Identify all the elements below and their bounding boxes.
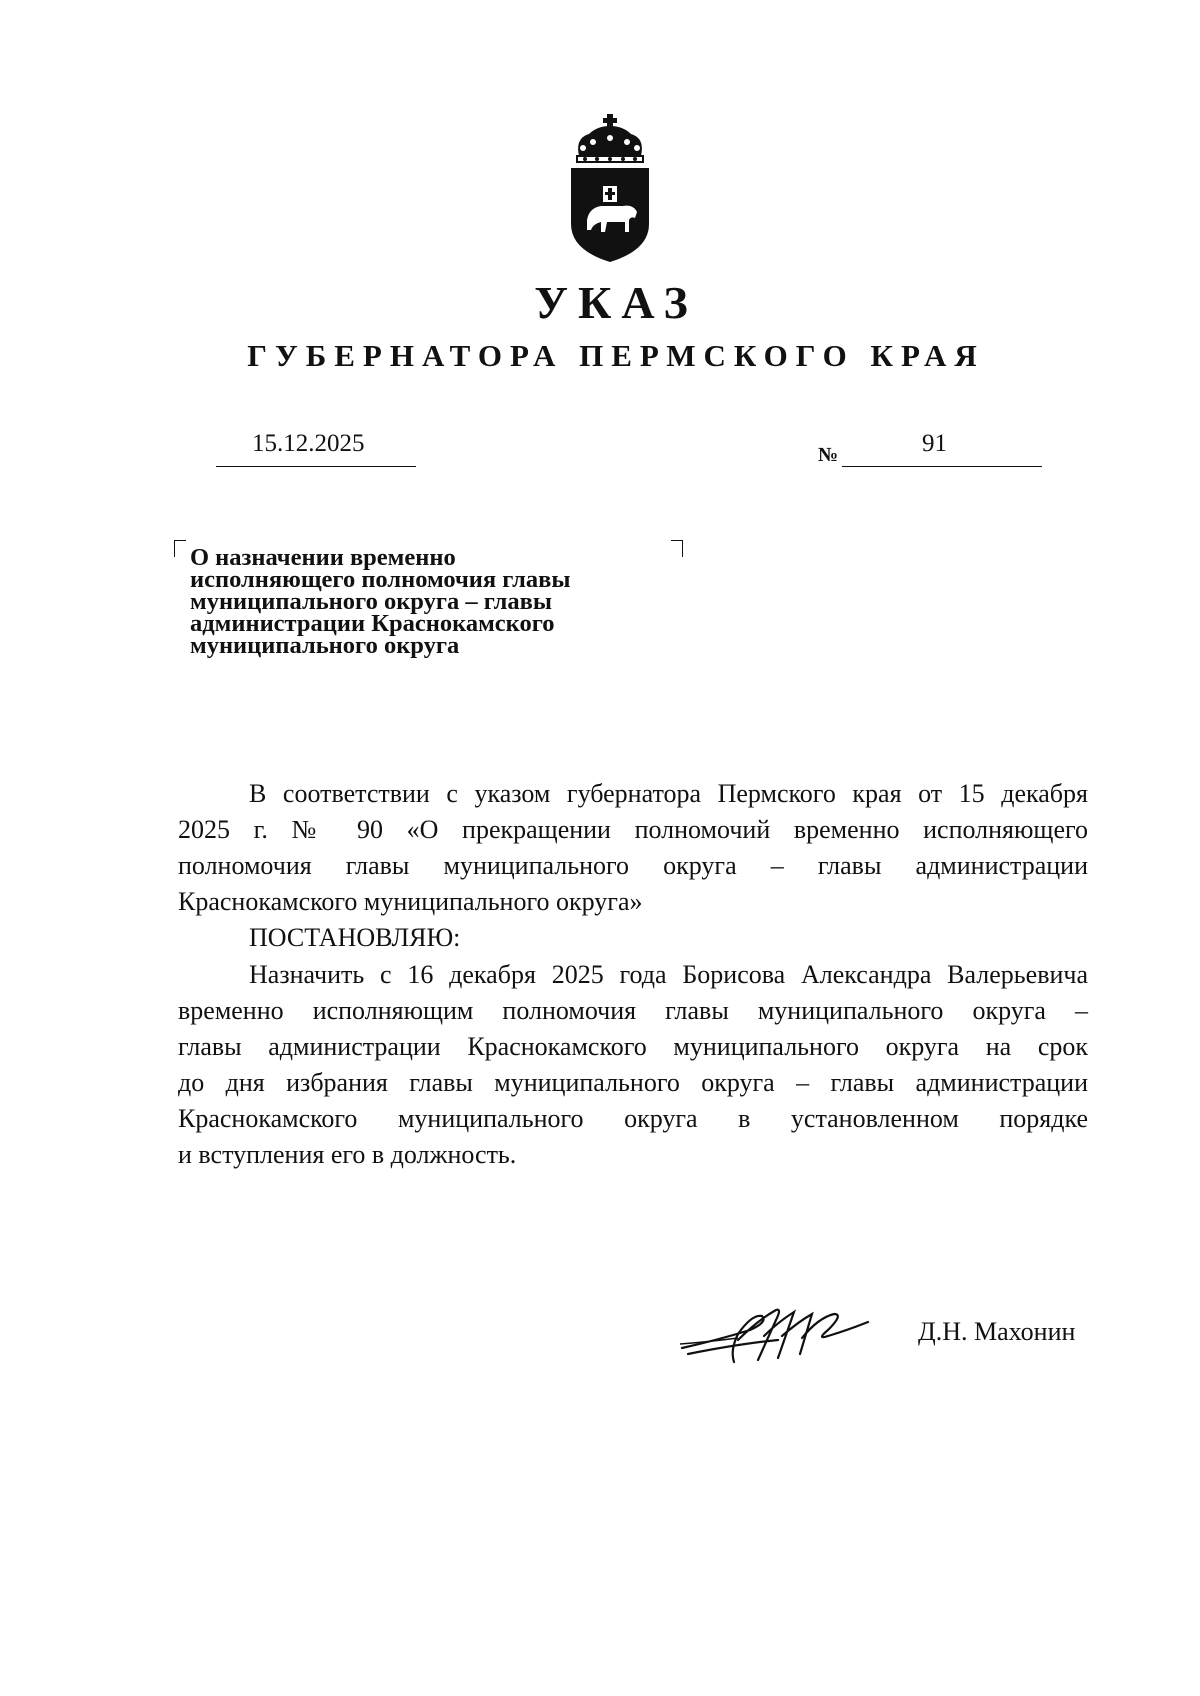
resolution-keyword: ПОСТАНОВЛЯЮ:	[249, 923, 461, 952]
body-line: Краснокамского муниципального округа в установленном порядке	[178, 1104, 1088, 1133]
decree-heading	[190, 544, 660, 659]
heading-line: администрации Краснокамского	[190, 610, 555, 637]
heading-line: исполняющего полномочия главы	[190, 566, 571, 593]
body-line: Назначить с 16 декабря 2025 года Борисова Александра Валерьевича	[249, 960, 1088, 989]
body-line: главы администрации Краснокамского муниципального округа на срок	[178, 1032, 1088, 1061]
decree-title: УКАЗ	[534, 277, 698, 328]
signer-name: Д.Н. Махонин	[918, 1317, 1076, 1346]
heading-corner-left	[174, 540, 186, 557]
decree-number: 91	[922, 430, 947, 457]
perm-krai-coat-of-arms-icon	[567, 112, 653, 264]
body-line: полномочия главы муниципального округа – главы администрации	[178, 851, 1088, 880]
heading-corner-right	[671, 540, 683, 557]
body-line: Краснокамского муниципального округа»	[178, 887, 643, 916]
heading-line: муниципального округа	[190, 632, 460, 659]
body-line: временно исполняющим полномочия главы муниципального округа –	[178, 996, 1088, 1025]
body-line: до дня избрания главы муниципального округа – главы администрации	[178, 1068, 1088, 1097]
heading-line: О назначении временно	[190, 544, 456, 571]
number-label: №	[818, 444, 839, 466]
handwritten-signature	[678, 1300, 878, 1370]
decree-subtitle: ГУБЕРНАТОРА ПЕРМСКОГО КРАЯ	[247, 338, 985, 373]
heading-line: муниципального округа – главы	[190, 588, 552, 615]
body-line: и вступления его в должность.	[178, 1140, 517, 1169]
decree-date: 15.12.2025	[252, 430, 365, 457]
body-line: В соответствии с указом губернатора Пермского края от 15 декабря	[249, 779, 1088, 808]
body-line: 2025 г. № 90 «О прекращении полномочий временно исполняющего	[178, 815, 1088, 844]
